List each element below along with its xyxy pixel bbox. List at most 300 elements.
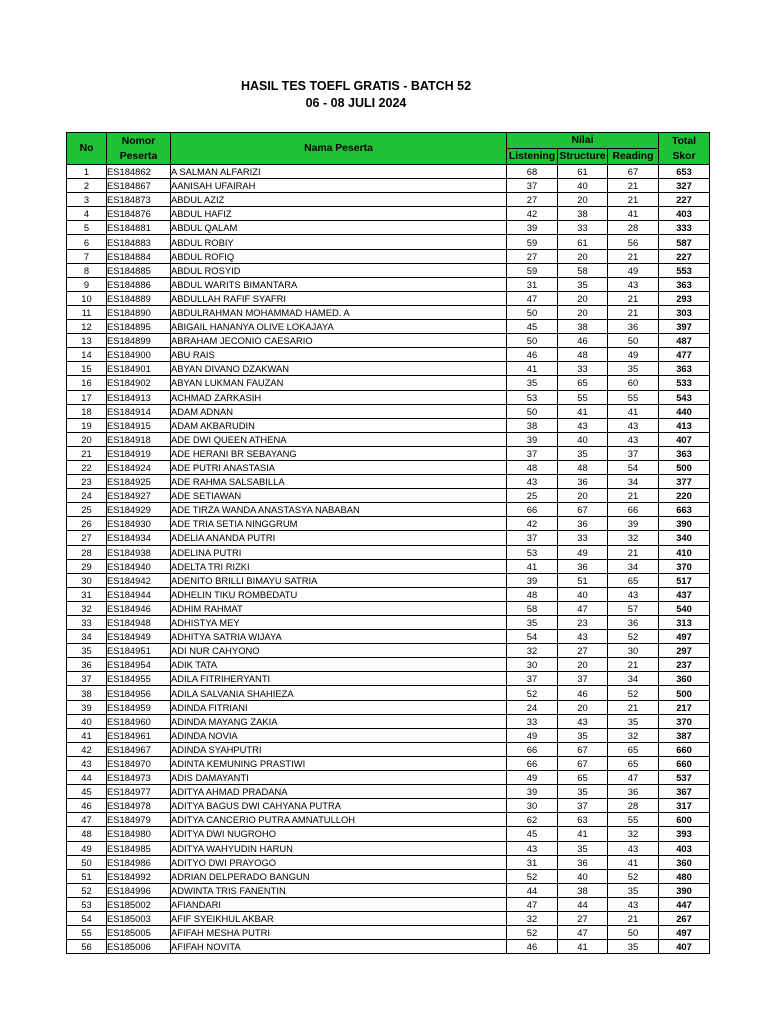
cell-nama-peserta: ADE PUTRI ANASTASIA [171,460,507,474]
cell-structure: 38 [558,883,608,897]
cell-total-skor: 217 [659,700,710,714]
cell-no: 22 [67,460,107,474]
cell-no: 54 [67,911,107,925]
cell-no: 6 [67,235,107,249]
cell-no: 38 [67,686,107,700]
table-row [67,742,710,756]
cell-reading: 36 [608,616,659,630]
cell-structure: 27 [558,911,608,925]
cell-listening: 37 [507,179,558,193]
table-row [67,263,710,277]
cell-nama-peserta: ADHELIN TIKU ROMBEDATU [171,587,507,601]
cell-total-skor: 437 [659,587,710,601]
cell-nomor-peserta: ES184955 [107,672,171,686]
cell-nama-peserta: ADAM ADNAN [171,404,507,418]
cell-nomor-peserta: ES184890 [107,305,171,319]
cell-reading: 52 [608,869,659,883]
cell-structure: 43 [558,418,608,432]
table-row [67,559,710,573]
cell-listening: 66 [507,742,558,756]
cell-nomor-peserta: ES185003 [107,911,171,925]
table-row [67,432,710,446]
cell-listening: 68 [507,165,558,179]
cell-total-skor: 293 [659,291,710,305]
cell-nama-peserta: ACHMAD ZARKASIH [171,390,507,404]
cell-total-skor: 363 [659,362,710,376]
cell-nomor-peserta: ES184900 [107,348,171,362]
cell-no: 10 [67,291,107,305]
table-row [67,911,710,925]
cell-reading: 55 [608,390,659,404]
cell-reading: 43 [608,841,659,855]
cell-structure: 47 [558,601,608,615]
cell-structure: 51 [558,573,608,587]
cell-nama-peserta: ABDUL ROBIY [171,235,507,249]
cell-structure: 36 [558,475,608,489]
cell-nomor-peserta: ES184959 [107,700,171,714]
cell-nomor-peserta: ES184961 [107,728,171,742]
cell-total-skor: 403 [659,841,710,855]
cell-reading: 21 [608,249,659,263]
header-reading: Reading [608,149,659,165]
cell-no: 11 [67,305,107,319]
table-row [67,799,710,813]
cell-structure: 36 [558,517,608,531]
table-row [67,221,710,235]
cell-reading: 41 [608,404,659,418]
cell-reading: 57 [608,601,659,615]
table-row [67,813,710,827]
cell-total-skor: 303 [659,305,710,319]
header-structure: Structure [558,149,608,165]
cell-no: 15 [67,362,107,376]
cell-reading: 30 [608,644,659,658]
cell-listening: 39 [507,785,558,799]
cell-nama-peserta: ADHISTYA MEY [171,616,507,630]
cell-no: 3 [67,193,107,207]
cell-reading: 28 [608,799,659,813]
cell-no: 46 [67,799,107,813]
cell-nomor-peserta: ES185006 [107,940,171,954]
table-row [67,503,710,517]
table-row [67,545,710,559]
cell-structure: 33 [558,362,608,376]
cell-listening: 49 [507,728,558,742]
cell-nomor-peserta: ES184973 [107,771,171,785]
cell-total-skor: 477 [659,348,710,362]
cell-listening: 59 [507,263,558,277]
cell-total-skor: 533 [659,376,710,390]
cell-no: 26 [67,517,107,531]
cell-structure: 61 [558,165,608,179]
cell-structure: 20 [558,193,608,207]
cell-listening: 45 [507,320,558,334]
cell-structure: 40 [558,432,608,446]
cell-nama-peserta: AFIANDARI [171,897,507,911]
cell-nomor-peserta: ES184885 [107,263,171,277]
cell-reading: 43 [608,897,659,911]
table-row [67,376,710,390]
cell-nama-peserta: ADINTA KEMUNING PRASTIWI [171,756,507,770]
cell-nama-peserta: ABRAHAM JECONIO CAESARIO [171,334,507,348]
cell-listening: 46 [507,940,558,954]
table-row [67,531,710,545]
table-row [67,686,710,700]
cell-no: 5 [67,221,107,235]
table-row [67,672,710,686]
cell-nama-peserta: ADHIM RAHMAT [171,601,507,615]
cell-structure: 55 [558,390,608,404]
cell-total-skor: 367 [659,785,710,799]
table-row [67,897,710,911]
cell-reading: 43 [608,432,659,446]
cell-nomor-peserta: ES185002 [107,897,171,911]
cell-listening: 52 [507,926,558,940]
cell-reading: 37 [608,446,659,460]
cell-listening: 39 [507,573,558,587]
table-row [67,728,710,742]
cell-reading: 54 [608,460,659,474]
cell-structure: 35 [558,785,608,799]
cell-structure: 61 [558,235,608,249]
cell-reading: 35 [608,940,659,954]
cell-no: 19 [67,418,107,432]
cell-total-skor: 660 [659,742,710,756]
header-total-line1: Total [672,135,697,147]
cell-no: 13 [67,334,107,348]
cell-nomor-peserta: ES184938 [107,545,171,559]
cell-nama-peserta: ABDUL ROSYID [171,263,507,277]
cell-structure: 33 [558,531,608,545]
table-row [67,249,710,263]
cell-structure: 27 [558,644,608,658]
cell-nama-peserta: ADE DWI QUEEN ATHENA [171,432,507,446]
cell-listening: 37 [507,531,558,545]
cell-total-skor: 370 [659,559,710,573]
cell-no: 20 [67,432,107,446]
cell-structure: 35 [558,277,608,291]
cell-nama-peserta: ADITYA BAGUS DWI CAHYANA PUTRA [171,799,507,813]
cell-listening: 33 [507,714,558,728]
table-row [67,320,710,334]
table-row [67,601,710,615]
cell-listening: 37 [507,672,558,686]
cell-structure: 35 [558,446,608,460]
cell-no: 31 [67,587,107,601]
table-row [67,855,710,869]
page-title: HASIL TES TOEFL GRATIS - BATCH 52 [240,79,472,93]
cell-total-skor: 440 [659,404,710,418]
cell-nama-peserta: ADELTA TRI RIZKI [171,559,507,573]
cell-no: 30 [67,573,107,587]
cell-total-skor: 543 [659,390,710,404]
cell-total-skor: 237 [659,658,710,672]
cell-nama-peserta: ADELINA PUTRI [171,545,507,559]
cell-listening: 66 [507,503,558,517]
cell-listening: 48 [507,460,558,474]
cell-listening: 66 [507,756,558,770]
cell-total-skor: 540 [659,601,710,615]
cell-nama-peserta: ADITYA AHMAD PRADANA [171,785,507,799]
cell-nomor-peserta: ES184980 [107,827,171,841]
cell-listening: 47 [507,291,558,305]
cell-structure: 46 [558,334,608,348]
cell-listening: 39 [507,221,558,235]
cell-nama-peserta: ADITYA DWI NUGROHO [171,827,507,841]
table-row [67,475,710,489]
cell-nama-peserta: ADINDA SYAHPUTRI [171,742,507,756]
cell-structure: 65 [558,771,608,785]
header-nomor-line2: Peserta [119,150,158,162]
cell-total-skor: 387 [659,728,710,742]
cell-reading: 36 [608,785,659,799]
table-row [67,841,710,855]
cell-listening: 27 [507,249,558,263]
cell-listening: 45 [507,827,558,841]
cell-structure: 47 [558,926,608,940]
cell-reading: 65 [608,742,659,756]
cell-nomor-peserta: ES184992 [107,869,171,883]
table-row [67,165,710,179]
cell-nomor-peserta: ES185005 [107,926,171,940]
cell-structure: 49 [558,545,608,559]
cell-reading: 60 [608,376,659,390]
cell-nomor-peserta: ES184940 [107,559,171,573]
cell-listening: 41 [507,362,558,376]
cell-structure: 43 [558,714,608,728]
cell-listening: 49 [507,771,558,785]
cell-listening: 42 [507,207,558,221]
table-row [67,573,710,587]
cell-structure: 20 [558,658,608,672]
table-row [67,658,710,672]
cell-nomor-peserta: ES184886 [107,277,171,291]
cell-total-skor: 660 [659,756,710,770]
cell-total-skor: 227 [659,249,710,263]
cell-listening: 30 [507,799,558,813]
cell-reading: 52 [608,630,659,644]
cell-nama-peserta: ADWINTA TRIS FANENTIN [171,883,507,897]
cell-nama-peserta: ADITYO DWI PRAYOGO [171,855,507,869]
cell-no: 40 [67,714,107,728]
cell-nomor-peserta: ES184986 [107,855,171,869]
cell-reading: 21 [608,305,659,319]
cell-total-skor: 390 [659,517,710,531]
cell-nama-peserta: ADRIAN DELPERADO BANGUN [171,869,507,883]
cell-total-skor: 333 [659,221,710,235]
cell-structure: 43 [558,630,608,644]
cell-structure: 20 [558,489,608,503]
cell-total-skor: 497 [659,630,710,644]
cell-total-skor: 413 [659,418,710,432]
cell-no: 33 [67,616,107,630]
cell-no: 23 [67,475,107,489]
cell-total-skor: 487 [659,334,710,348]
cell-no: 51 [67,869,107,883]
cell-nama-peserta: ADINDA NOVIA [171,728,507,742]
cell-no: 1 [67,165,107,179]
cell-total-skor: 397 [659,320,710,334]
cell-reading: 32 [608,728,659,742]
table-row [67,390,710,404]
cell-no: 18 [67,404,107,418]
cell-nama-peserta: ADE TRIA SETIA NINGGRUM [171,517,507,531]
cell-no: 39 [67,700,107,714]
cell-nomor-peserta: ES184996 [107,883,171,897]
cell-listening: 44 [507,883,558,897]
table-row [67,334,710,348]
cell-listening: 46 [507,348,558,362]
table-row [67,418,710,432]
cell-reading: 55 [608,813,659,827]
cell-no: 21 [67,446,107,460]
cell-listening: 41 [507,559,558,573]
cell-total-skor: 377 [659,475,710,489]
cell-nomor-peserta: ES184960 [107,714,171,728]
cell-total-skor: 480 [659,869,710,883]
cell-total-skor: 360 [659,855,710,869]
cell-reading: 21 [608,291,659,305]
cell-no: 4 [67,207,107,221]
cell-structure: 48 [558,460,608,474]
cell-nomor-peserta: ES184889 [107,291,171,305]
cell-nomor-peserta: ES184951 [107,644,171,658]
cell-nama-peserta: ABU RAIS [171,348,507,362]
cell-nama-peserta: ADINDA MAYANG ZAKIA [171,714,507,728]
cell-no: 2 [67,179,107,193]
cell-total-skor: 553 [659,263,710,277]
cell-total-skor: 297 [659,644,710,658]
cell-no: 49 [67,841,107,855]
cell-reading: 43 [608,418,659,432]
cell-structure: 41 [558,827,608,841]
cell-nomor-peserta: ES184881 [107,221,171,235]
cell-reading: 67 [608,165,659,179]
cell-listening: 53 [507,390,558,404]
cell-nomor-peserta: ES184977 [107,785,171,799]
cell-total-skor: 587 [659,235,710,249]
cell-reading: 36 [608,320,659,334]
table-row [67,644,710,658]
cell-total-skor: 500 [659,460,710,474]
cell-structure: 37 [558,672,608,686]
cell-listening: 38 [507,418,558,432]
cell-nomor-peserta: ES184873 [107,193,171,207]
cell-nama-peserta: AFIFAH NOVITA [171,940,507,954]
cell-structure: 44 [558,897,608,911]
cell-no: 25 [67,503,107,517]
cell-total-skor: 370 [659,714,710,728]
cell-structure: 20 [558,291,608,305]
cell-nomor-peserta: ES184924 [107,460,171,474]
cell-nama-peserta: ADENITO BRILLI BIMAYU SATRIA [171,573,507,587]
cell-reading: 47 [608,771,659,785]
cell-no: 29 [67,559,107,573]
cell-listening: 43 [507,841,558,855]
table-row [67,404,710,418]
cell-reading: 34 [608,672,659,686]
table-row [67,446,710,460]
table-row [67,785,710,799]
cell-reading: 35 [608,362,659,376]
cell-total-skor: 220 [659,489,710,503]
cell-no: 55 [67,926,107,940]
cell-nomor-peserta: ES184956 [107,686,171,700]
cell-reading: 21 [608,700,659,714]
cell-nomor-peserta: ES184934 [107,531,171,545]
cell-listening: 50 [507,404,558,418]
table-row [67,616,710,630]
page-subtitle: 06 - 08 JULI 2024 [305,96,407,110]
table-row [67,827,710,841]
cell-structure: 36 [558,855,608,869]
cell-nama-peserta: ABDUL QALAM [171,221,507,235]
cell-nama-peserta: ABDUL ROFIQ [171,249,507,263]
cell-nama-peserta: ADIK TATA [171,658,507,672]
cell-nama-peserta: ADE SETIAWAN [171,489,507,503]
cell-structure: 33 [558,221,608,235]
cell-nomor-peserta: ES184902 [107,376,171,390]
table-row [67,756,710,770]
cell-reading: 21 [608,179,659,193]
cell-nomor-peserta: ES184876 [107,207,171,221]
cell-nomor-peserta: ES184899 [107,334,171,348]
table-row [67,630,710,644]
cell-listening: 35 [507,616,558,630]
cell-total-skor: 313 [659,616,710,630]
table-row [67,771,710,785]
cell-structure: 20 [558,249,608,263]
cell-structure: 67 [558,756,608,770]
cell-total-skor: 407 [659,432,710,446]
cell-reading: 34 [608,559,659,573]
cell-nomor-peserta: ES184883 [107,235,171,249]
cell-listening: 59 [507,235,558,249]
header-nomor-line1: Nomor [121,135,156,147]
cell-total-skor: 363 [659,277,710,291]
table-row [67,362,710,376]
cell-no: 56 [67,940,107,954]
cell-nama-peserta: ABDULRAHMAN MOHAMMAD HAMED. A [171,305,507,319]
cell-reading: 43 [608,587,659,601]
table-row [67,305,710,319]
cell-nomor-peserta: ES184948 [107,616,171,630]
cell-nomor-peserta: ES184954 [107,658,171,672]
cell-nomor-peserta: ES184930 [107,517,171,531]
cell-total-skor: 410 [659,545,710,559]
cell-structure: 41 [558,940,608,954]
cell-nomor-peserta: ES184985 [107,841,171,855]
cell-listening: 53 [507,545,558,559]
cell-listening: 42 [507,517,558,531]
table-row [67,235,710,249]
cell-nama-peserta: ADHITYA SATRIA WIJAYA [171,630,507,644]
cell-nama-peserta: ABDUL AZIZ [171,193,507,207]
cell-reading: 34 [608,475,659,489]
header-nama-peserta: Nama Peserta [171,133,507,165]
cell-reading: 65 [608,573,659,587]
cell-reading: 28 [608,221,659,235]
cell-total-skor: 600 [659,813,710,827]
cell-no: 8 [67,263,107,277]
cell-nomor-peserta: ES184918 [107,432,171,446]
cell-structure: 35 [558,841,608,855]
cell-nama-peserta: ADILA FITRIHERYANTI [171,672,507,686]
cell-nama-peserta: ABIGAIL HANANYA OLIVE LOKAJAYA [171,320,507,334]
cell-reading: 21 [608,658,659,672]
cell-listening: 25 [507,489,558,503]
results-body [67,165,710,954]
